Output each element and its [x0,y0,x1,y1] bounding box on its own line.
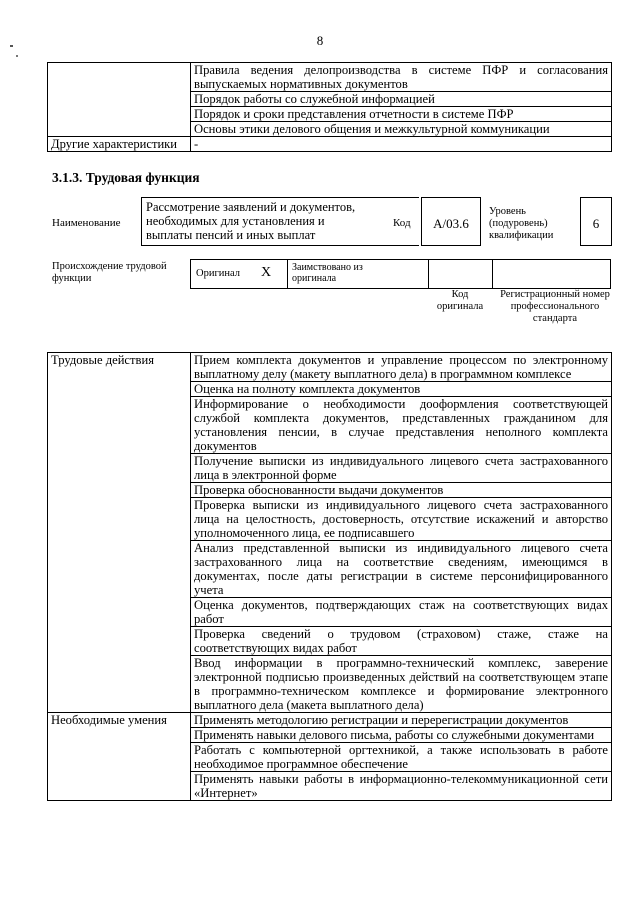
code-value-box [421,197,481,246]
code-label-box [389,197,419,246]
actions-label: Трудовые действия [48,353,191,713]
borrowed-box [287,259,429,289]
function-name: Рассмотрение заявлений и документов, необходимых для установления и выплаты пенсий и иных выплат [146,200,356,242]
table-cell: Порядок работы со служебной информацией [191,92,612,107]
original-mark: X [261,265,272,280]
other-characteristics-label: Другие характеристики [48,137,191,152]
action-item: Информирование о необходимости дооформления соответствующей службой комплекта документов, представленных гражданином для установления пенсии, в случае представления неполного комплекта документов [191,397,612,454]
function-table [47,352,612,801]
name-label: Наименование [52,217,121,229]
action-item: Проверка сведений о трудовом (страховом) стаже, стаже на соответствующих видах работ [191,627,612,656]
original-label: Оригинал [196,268,240,279]
page-number: 8 [316,33,324,48]
origin-label: Происхождение трудовой функции [52,261,167,284]
action-item: Анализ представленной выписки из индивидуального лицевого счета застрахованного лица на соответствие сведениям, имеющимся в документах, после даты регистрации в системе персонифицированного учета [191,541,612,598]
action-item: Оценка на полноту комплекта документов [191,382,612,397]
code-label: Код [393,217,411,229]
action-item: Получение выписки из индивидуального лицевого счета застрахованного лица в электронной форме [191,454,612,483]
action-item: Ввод информации в программно-технический комплекс, заверение электронной подписью произведенных действий на соответствующем этапе в программно-техническом комплексе и формирование электронного выплатного дела (макета выплатного дела) [191,656,612,713]
skills-label: Необходимые умения [48,713,191,801]
other-characteristics-value: - [191,137,612,152]
table-cell: Правила ведения делопроизводства в системе ПФР и согласования выпускаемых нормативных документов [191,63,612,92]
action-item: Прием комплекта документов и управление процессом по электронному выплатному делу (макету выплатного дела) в программном комплексе [191,353,612,382]
skill-item: Применять навыки делового письма, работы со служебными документами [191,728,612,743]
reg-number-caption: Регистрационный номер профессионального стандарта [500,289,610,324]
original-box [190,259,287,289]
code-value: А/03.6 [433,216,469,231]
table-cell-empty [48,63,191,137]
table-row [48,63,612,92]
skill-item: Применять навыки работы в информационно-телекоммуникационной сети «Интернет» [191,772,612,801]
level-value: 6 [592,216,600,231]
skill-item: Работать с компьютерной оргтехникой, а также использовать в работе необходимое программное обеспечение [191,743,612,772]
table-row [48,713,612,728]
table-row [48,137,612,152]
borrowed-label: Заимствовано из оригинала [292,262,363,284]
level-value-box [580,197,612,246]
table-cell: Основы этики делового общения и межкультурной коммуникации [191,122,612,137]
code-original-caption: Код оригинала [436,289,484,312]
code-original-box [428,259,493,289]
action-item: Оценка документов, подтверждающих стаж на соответствующих видах работ [191,598,612,627]
level-label: Уровень (подуровень) квалификации [489,206,554,241]
scan-mark [16,55,18,57]
action-item: Проверка выписки из индивидуального лицевого счета застрахованного лица на целостность, достоверность, отсутствие искажений и авторство уполномоченного лица, ее подписавшего [191,498,612,541]
table-row [48,353,612,382]
top-table [47,62,612,152]
reg-number-box [492,259,611,289]
table-cell: Порядок и сроки представления отчетности в системе ПФР [191,107,612,122]
action-item: Проверка обоснованности выдачи документов [191,483,612,498]
skill-item: Применять методологию регистрации и перерегистрации документов [191,713,612,728]
function-name-box [141,197,390,246]
section-title: 3.1.3. Трудовая функция [52,170,200,185]
